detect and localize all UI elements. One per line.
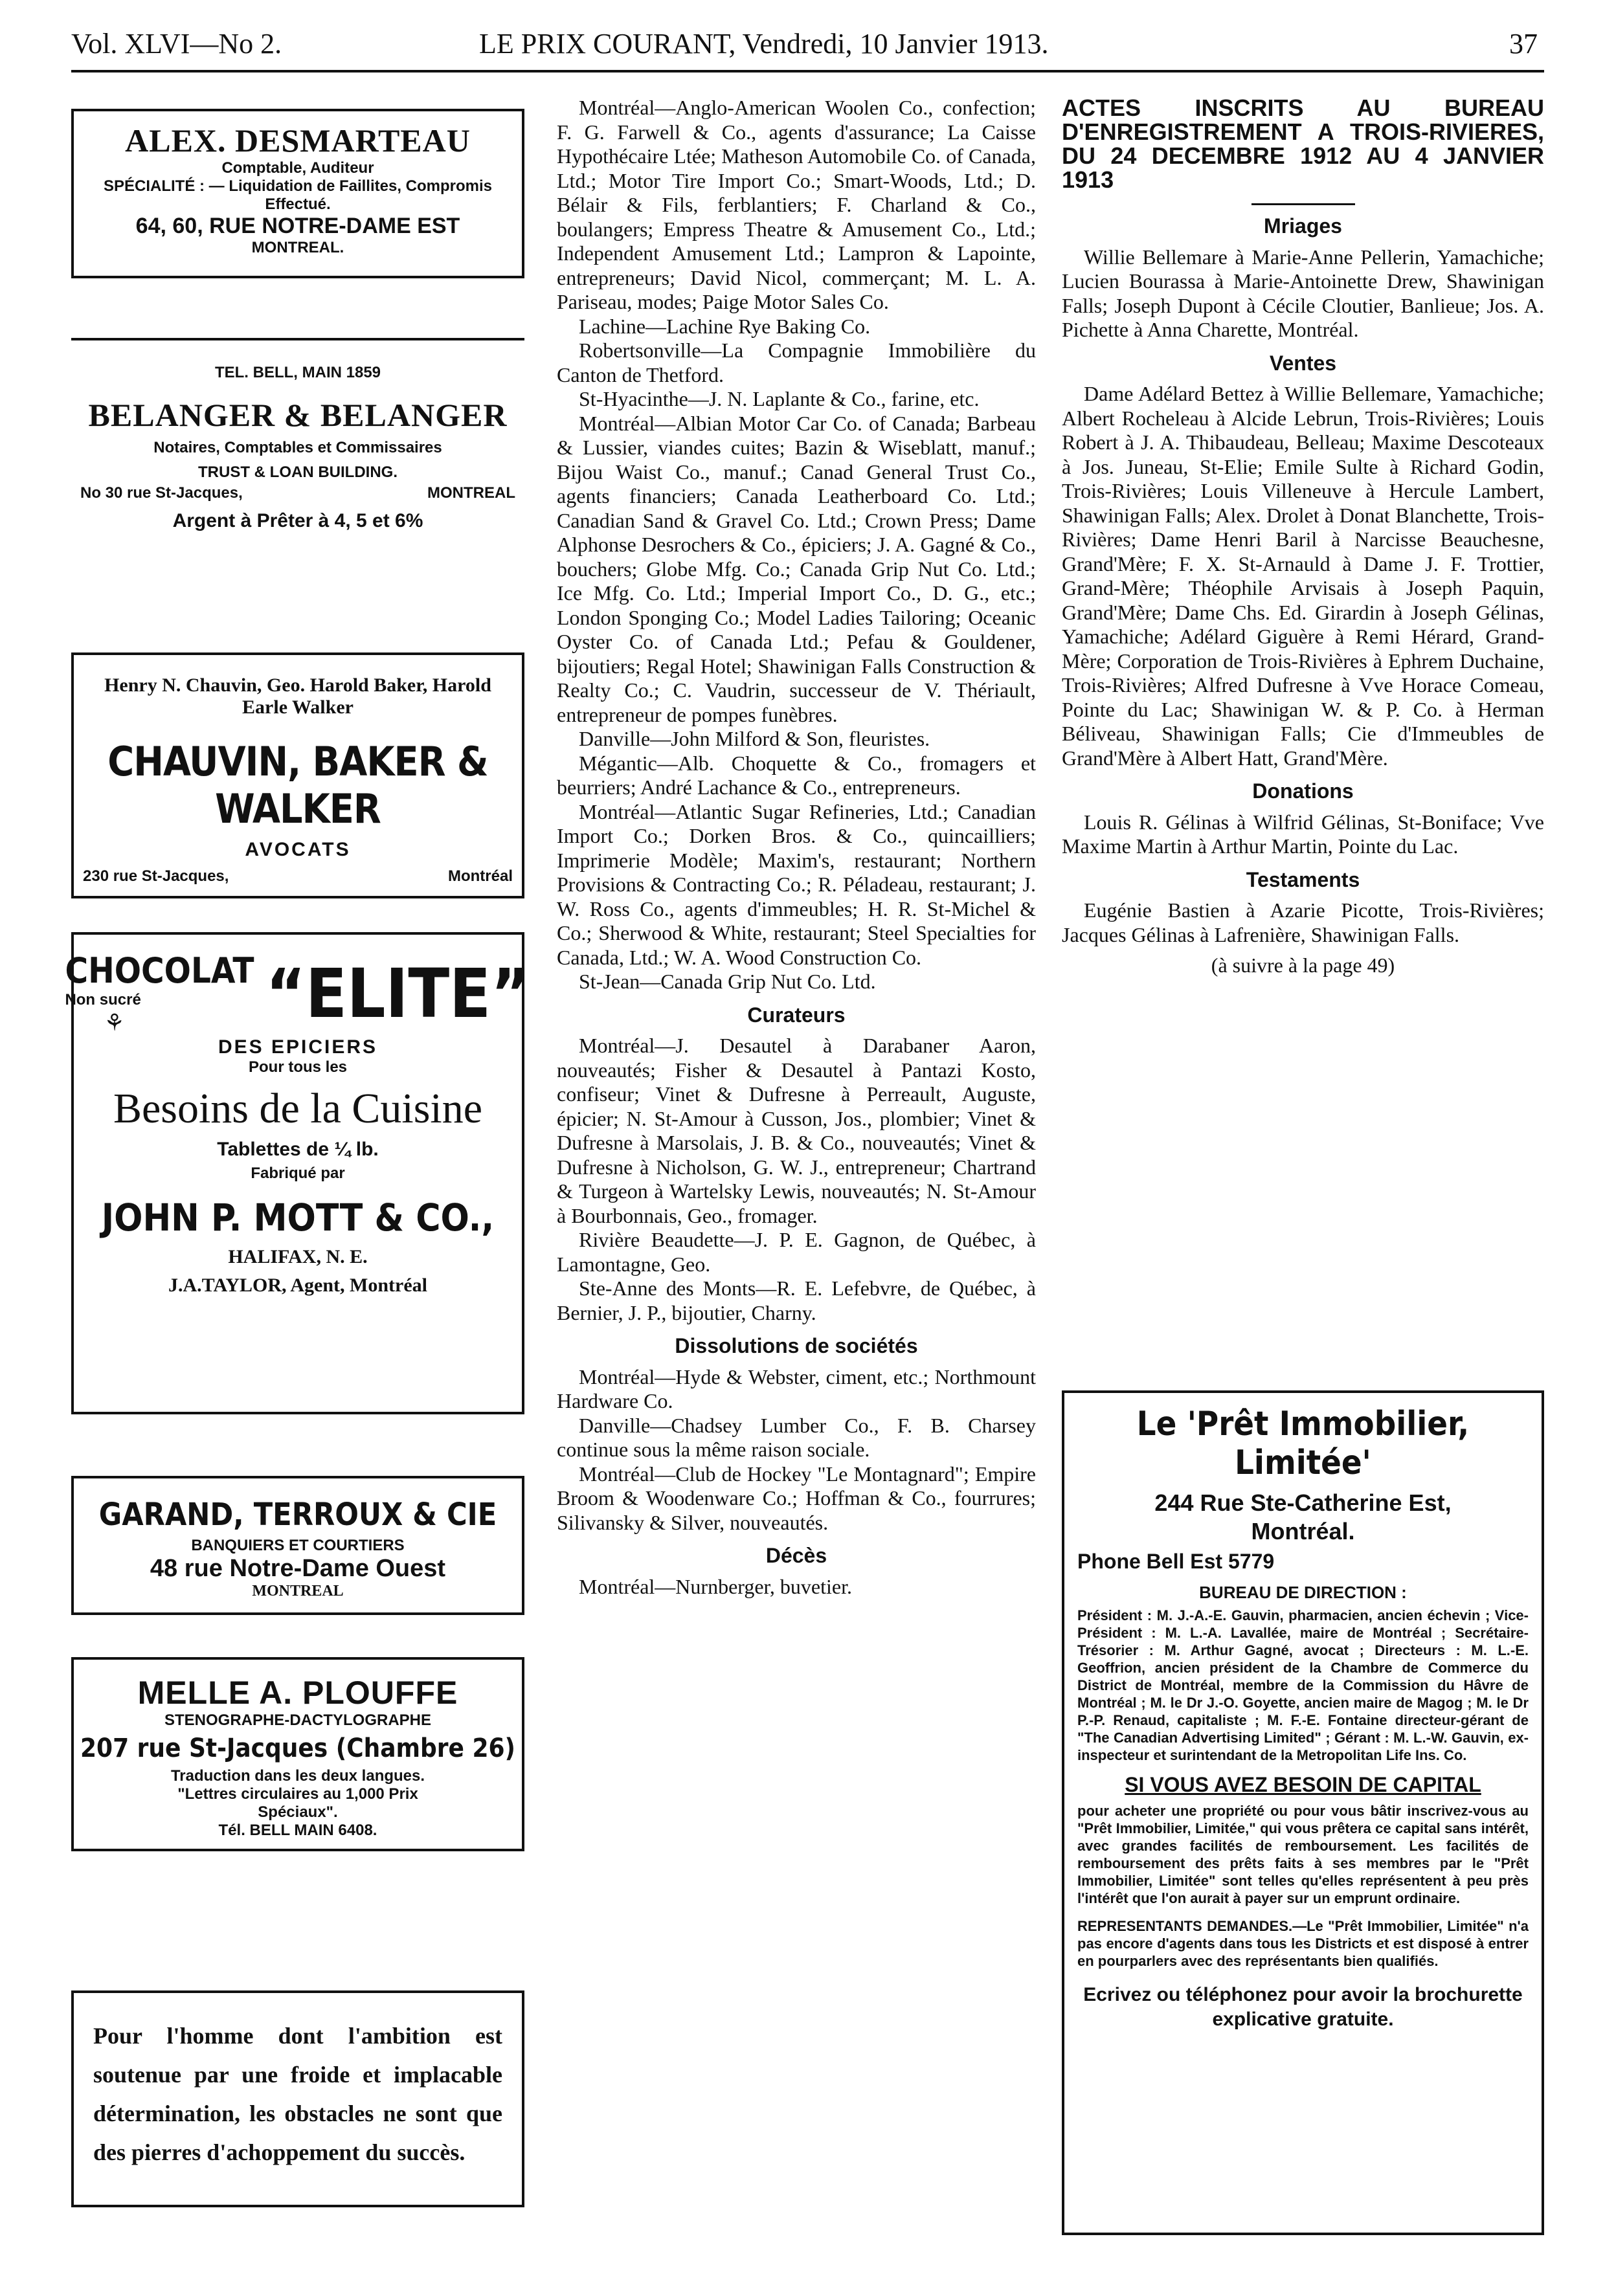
ad-elite-pour: Pour tous les xyxy=(248,1058,348,1076)
ad-elite-maker: JOHN P. MOTT & CO., xyxy=(101,1196,495,1240)
testaments-list xyxy=(1062,898,1544,947)
section-dissolutions: Dissolutions de sociétés xyxy=(675,1334,918,1357)
ad-elite-non-sucre: Non sucré xyxy=(65,991,141,1009)
ad-garand xyxy=(71,1476,524,1615)
section-curateurs: Curateurs xyxy=(747,1003,846,1027)
section-testaments: Testaments xyxy=(1246,867,1360,891)
ad-belanger-city: MONTREAL xyxy=(427,484,515,502)
ad-elite-halifax: HALIFAX, N. E. xyxy=(228,1246,368,1267)
ad-elite-epiciers: DES EPICIERS xyxy=(218,1036,378,1058)
pret-title: Le 'Prêt Immobilier, Limitée' xyxy=(1136,1405,1470,1482)
mariage-entry: Willie Bellemare à Marie-Anne Pellerin, Yamachiche; Lucien Bourassa à Marie-Antoinette Drew, Shawinigan Falls; Joseph Dupont à Cécile Cloutier, Banlieue; Jos. A. Pichette à Anna Charette, Montréal. xyxy=(1062,245,1544,341)
ad-chauvin xyxy=(71,652,524,898)
dissolutions-list xyxy=(557,1365,1036,1535)
registration-entry: Lachine—Lachine Rye Baking Co. xyxy=(579,314,871,338)
deces-list xyxy=(557,1575,1036,1599)
actes-heading: ACTES INSCRITS AU BUREAU D'ENREGISTREMENT A TROIS-RIVIERES, DU 24 DECEMBRE 1912 AU 4 JANVIER 1913 xyxy=(1062,95,1544,193)
section-donations: Donations xyxy=(1252,779,1354,803)
ad-chauvin-city: Montréal xyxy=(447,867,513,885)
ad-chauvin-partners: Henry N. Chauvin, Geo. Harold Baker, Harold Earle Walker xyxy=(104,674,491,718)
ad-elite-fabrique: Fabriqué par xyxy=(251,1165,345,1182)
dissolution-entry: Montréal—Club de Hockey "Le Montagnard"; Empire Broom & Woodenware Co.; Hoffman & Co., fourrures; Silivansky & Silver, nouveautés. xyxy=(557,1462,1036,1534)
heading-divider xyxy=(1251,203,1355,205)
ad-plouffe-line4: "Lettres circulaires au 1,000 Prix Spéciaux". xyxy=(177,1785,418,1821)
pret-closing: Ecrivez ou téléphonez pour avoir la brochurette explicative gratuite. xyxy=(1083,1984,1523,2030)
ad-desmarteau-line2: SPÉCIALITÉ : — Liquidation de Faillites, Compromis Effectué. xyxy=(103,177,493,213)
ad-plouffe-phone: Tél. BELL MAIN 6408. xyxy=(218,1822,377,1839)
ad-elite-tablettes: Tablettes de ¼ lb. xyxy=(217,1139,379,1160)
section-mariages: Mriages xyxy=(1264,214,1342,238)
ad-garand-name: GARAND, TERROUX & CIE xyxy=(98,1497,497,1533)
ad-desmarteau-address: 64, 60, RUE NOTRE-DAME EST xyxy=(135,214,460,238)
header-rule xyxy=(71,70,1544,72)
registration-entry: Montréal—Albian Motor Car Co. of Canada; Barbeau & Lussier, viandes cuites; Bazin & Wiseblatt, manuf.; Bijou Waist Co., manuf.; Canad General Trust Co., agents financiers; Canada Leatherboard Co. Ltd.; Canadian Sand & Gravel Co. Ltd.; Crown Press; Dame Alphonse Desrochers & Co., épiciers; J. A. Gagné & Co., bouchers; Globe Mfg. Co.; Canada Grip Nut Co. Ltd.; Ice Mfg. Co. Ltd.; Imperial Import Co., D. G., etc.; London Sponging Co.; Model Ladies Tailoring; Oceanic Oyster Co. of Canada Ltd.; Pefau & Gouldener, bijoutiers; Regal Hotel; Shawinigan Falls Construction & Realty Co.; C. Vaudrin, successeur de V. Thériault, entrepreneur de pompes funèbres. xyxy=(557,411,1036,726)
ad-chauvin-firm: CHAUVIN, BAKER & WALKER xyxy=(107,738,488,832)
ad-belanger-rates: Argent à Prêter à 4, 5 et 6% xyxy=(172,510,423,531)
registration-entry: Danville—John Milford & Son, fleuristes. xyxy=(579,727,930,750)
ad-belanger xyxy=(71,338,524,623)
ad-elite-agent: J.A.TAYLOR, Agent, Montréal xyxy=(168,1275,427,1296)
pret-representants: REPRESENTANTS DEMANDES.—Le "Prêt Immobilier, Limitée" n'a pas encore d'agents dans tous les Districts et est disposé à entrer en pourparlers avec des représentants bien qualifiés. xyxy=(1077,1918,1529,1969)
ad-desmarteau-name: ALEX. DESMARTEAU xyxy=(125,122,471,159)
registration-entry: St-Jean—Canada Grip Nut Co. Ltd. xyxy=(579,970,876,993)
vente-entry: Dame Adélard Bettez à Willie Bellemare, Yamachiche; Albert Rocheleau à Alcide Lebrun, Trois-Rivières; Louis Robert à J. A. Thibaudeau, Belleau; Maxime Descoteaux à Jos. Juneau, St-Elie; Emile Sulte à Richard Godin, Trois-Rivières; Louis Villeneuve à Hercule Lambert, Shawinigan Falls; Alex. Drolet à Donat Blanchette, Trois-Rivières; Dame Henri Baril à Narcisse Beauchesne, Grand'Mère; F. X. St-Arnauld à Dame J. F. Trottier, Grand-Mère; Théophile Arvisais à Joseph Paquin, Grand'Mère; Dame Chs. Ed. Girardin à Joseph Gélinas, Yamachiche; Adélard Giguère à Remi Hérard, Grand-Mère; Corporation de Trois-Rivières à Ephrem Duchaine, Trois-Rivières; Alfred Dufresne à Vve Horace Comeau, Pointe du Lac; Shawinigan W. & P. Co. à Herman Béliveau, Shawinigan Falls; Cie d'Immeubles de Grand'Mère à Albert Hatt, Grand'Mère. xyxy=(1062,382,1544,770)
ad-plouffe-line1: STENOGRAPHE-DACTYLOGRAPHE xyxy=(164,1711,432,1729)
curateur-entry: Montréal—J. Desautel à Darabaner Aaron, nouveautés; Fisher & Desautel à Pantazi Kosto, confiseur; Vinet & Dufresne à Perreault, Auguste, épicier; N. St-Amour à Cusson, Jos., plombier; Vinet & Dufresne à Marsolais, J. B. & Co., nouveautés; Vinet & Dufresne à Nicholson, G. W. J., entrepreneur; Chartrand & Turgeon à Wartelsky Lewis, nouveautés; N. St-Amour à Bourbonnais, Geo., fromager. xyxy=(557,1034,1036,1227)
ad-garand-line1: BANQUIERS ET COURTIERS xyxy=(191,1537,405,1554)
registration-entry: Mégantic—Alb. Choquette & Co., fromagers et beurriers; André Lachance & Co., entrepreneurs. xyxy=(557,751,1036,799)
ad-desmarteau-line1: Comptable, Auditeur xyxy=(221,159,374,177)
registrations-column xyxy=(557,96,1036,1599)
journal-title: LE PRIX COURANT, Vendredi, 10 Janvier 1913. xyxy=(479,28,1049,60)
continued-note: (à suivre à la page 49) xyxy=(1211,953,1395,977)
registration-entry: Robertsonville—La Compagnie Immobilière du Canton de Thetford. xyxy=(557,339,1036,386)
ad-chauvin-street: 230 rue St-Jacques, xyxy=(83,867,229,885)
section-ventes: Ventes xyxy=(1269,351,1337,375)
ad-desmarteau xyxy=(71,109,524,278)
registration-entry: St-Hyacinthe—J. N. Laplante & Co., farine, etc. xyxy=(579,387,980,410)
ad-belanger-street: No 30 rue St-Jacques, xyxy=(80,484,243,502)
trois-rivieres-column xyxy=(1062,95,1544,2030)
ad-elite-brand: “ELITE” xyxy=(265,953,531,1033)
pret-address: 244 Rue Ste-Catherine Est, xyxy=(1154,1489,1452,1516)
ad-desmarteau-city: MONTREAL. xyxy=(251,239,344,256)
ventes-list xyxy=(1062,382,1544,770)
testament-entry: Eugénie Bastien à Azarie Picotte, Trois-Rivières; Jacques Gélinas à Lafrenière, Shawinigan Falls. xyxy=(1062,898,1544,946)
quote-box xyxy=(71,1990,524,2207)
registration-entry: Montréal—Atlantic Sugar Refineries, Ltd.; Canadian Import Co.; Dorken Bros. & Co., quincailliers; Imprimerie Modèle; Maxim's, restaurant; Northern Provisions & Contracting Co.; R. Péladeau, restaurant; J. W. Ross Co., agents d'immeubles; H. R. St-Michel & Co.; Sherwood & White, restaurant; Steel Specialties for Canada, Ltd.; W. A. Wood Construction Co. xyxy=(557,799,1036,969)
page-number: 37 xyxy=(1509,28,1538,60)
ad-plouffe xyxy=(71,1657,524,1851)
ad-chauvin-role: AVOCATS xyxy=(245,839,351,860)
ad-belanger-line2: TRUST & LOAN BUILDING. xyxy=(198,463,398,481)
registration-entry: Montréal—Anglo-American Woolen Co., confection; F. G. Farwell & Co., agents d'assurance; La Caisse Hypothécaire Ltée; Matheson Automobile Co. of Canada, Ltd.; Motor Tire Import Co.; Smart-Woods, Ltd.; D. Bélair & Fils, ferblantiers; F. Charland & Co., boulangers; Empress Theatre & Amusement Co., Ltd.; Independent Amusement Ltd.; Lampron & Lapointe, entrepreneurs; David Nicol, commerçant; M. L. A. Pariseau, modes; Paige Motor Sales Co. xyxy=(557,96,1036,313)
ad-elite-besoins: Besoins de la Cuisine xyxy=(113,1085,483,1132)
ad-garand-city: MONTREAL xyxy=(252,1583,344,1599)
ad-chocolat-elite xyxy=(65,932,531,1414)
page-header xyxy=(71,27,1544,71)
ad-plouffe-address: 207 rue St-Jacques (Chambre 26) xyxy=(80,1733,515,1763)
pret-phone: Phone Bell Est 5779 xyxy=(1077,1550,1275,1573)
dissolution-entry: Danville—Chadsey Lumber Co., F. B. Charsey continue sous la même raison sociale. xyxy=(557,1413,1036,1461)
ad-pret-immobilier xyxy=(1062,1390,1544,2235)
pret-capital-text: pour acheter une propriété ou pour vous bâtir inscrivez-vous au "Prêt Immobilier, Limitée," qui vous prêtera ce capital sans intérêt, avec grandes facilités de remboursement. Les facilités de remboursement des prêts faits à ses membres par le "Prêt Immobilier, Limitée" sont telles qu'elles représentent à peu près l'intérêt que l'on aurait à payer sur un emprunt ordinaire. xyxy=(1077,1803,1529,1906)
ad-belanger-line1: Notaires, Comptables et Commissaires xyxy=(153,439,442,456)
volume-number: Vol. XLVI—No 2. xyxy=(71,28,282,60)
donation-entry: Louis R. Gélinas à Wilfrid Gélinas, St-Boniface; Vve Maxime Martin à Arthur Martin, Pointe du Lac. xyxy=(1062,810,1544,858)
ad-belanger-tel: TEL. BELL, MAIN 1859 xyxy=(214,364,381,381)
ad-plouffe-name: MELLE A. PLOUFFE xyxy=(137,1675,458,1711)
pret-direction: Président : M. J.-A.-E. Gauvin, pharmacien, ancien échevin ; Vice-Président : M. L.-A. Lavallée, maire de Montréal ; Secrétaire-Trésorier : M. Arthur Gagné, avocat ; Directeurs : M. L.-E. Geoffrion, ancien président de la Chambre de Commerce du District de Montréal, membre de la Commission du Hâvre de Montréal ; M. le Dr J.-O. Goyette, ancien maire de Magog ; M. le Dr P.-P. Renaud, capitaliste ; M. F.-E. Fontaine directeur-gérant de "The Canadian Advertising Limited" ; Gérant : M. L.-W. Gauvin, ex-inspecteur et surintendant de la Metropolitan Life Ins. Co. xyxy=(1077,1607,1529,1763)
pret-bureau: BUREAU DE DIRECTION : xyxy=(1199,1583,1407,1602)
curateur-entry: Rivière Beaudette—J. P. E. Gagnon, de Québec, à Lamontagne, Geo. xyxy=(557,1228,1036,1276)
quote-text: Pour l'homme dont l'ambition est soutenue par une froide et implacable détermination, les obstacles ne sont que des pierres d'achoppement du succès. xyxy=(93,2023,502,2165)
pret-capital-heading: SI VOUS AVEZ BESOIN DE CAPITAL xyxy=(1125,1773,1481,1796)
mariages-list xyxy=(1062,245,1544,342)
curateurs-list xyxy=(557,1034,1036,1325)
ad-elite-emblem-icon: ⚘ xyxy=(104,1009,125,1036)
registrations-list xyxy=(557,96,1036,994)
ad-garand-address: 48 rue Notre-Dame Ouest xyxy=(150,1555,446,1582)
dissolution-entry: Montréal—Hyde & Webster, ciment, etc.; Northmount Hardware Co. xyxy=(557,1365,1036,1412)
ad-belanger-name: BELANGER & BELANGER xyxy=(88,397,508,433)
pret-city: Montréal. xyxy=(1251,1518,1355,1544)
deces-entry: Montréal—Nurnberger, buvetier. xyxy=(579,1574,852,1598)
curateur-entry: Ste-Anne des Monts—R. E. Lefebvre, de Québec, à Bernier, J. P., bijoutier, Charny. xyxy=(557,1276,1036,1324)
donations-list xyxy=(1062,810,1544,859)
ad-elite-chocolat: CHOCOLAT xyxy=(65,950,254,991)
section-deces: Décès xyxy=(765,1544,827,1567)
ad-belanger-address xyxy=(71,484,524,502)
ad-plouffe-line3: Traduction dans les deux langues. xyxy=(170,1767,425,1785)
ad-chauvin-address xyxy=(74,867,522,886)
